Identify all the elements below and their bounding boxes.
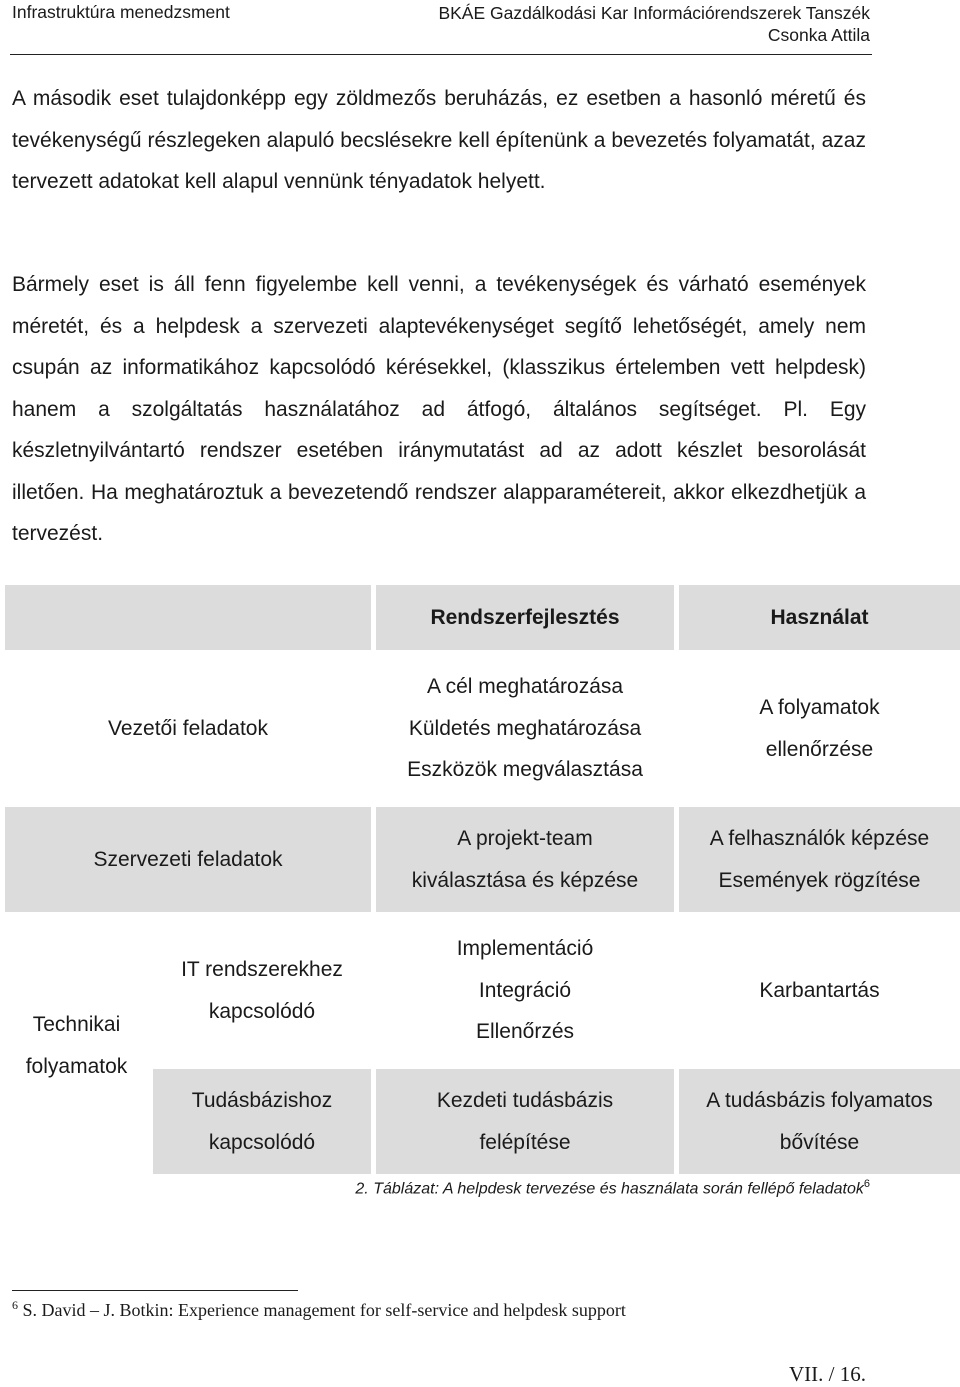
caption-footnote-ref: 6	[863, 1178, 870, 1190]
header-department: BKÁE Gazdálkodási Kar Információrendszerek Tanszék	[438, 3, 870, 23]
paragraph-considerations: Bármely eset is áll fenn figyelembe kell venni, a tevékenységek és várható események méretét, és a helpdesk a szervezeti alaptevékenységet segítő lehetőségét, amely nem csupán az informatikához kapcsolódó kérésekkel, (klasszikus értelemben vett helpdesk) hanem a szolgáltatás használatához ad átfogó, általános segítséget. Pl. Egy készletnyilvántartó rendszer esetében iránymutatást ad az adott készlet besorolását illetően. Ha meghatároztuk a bevezetendő rendszer alapparamétereit, akkor elkezdhetjük a tervezést.	[12, 273, 866, 545]
subrow-label-knowledge-base: Tudásbázishoz kapcsolódó	[151, 1067, 374, 1177]
row-label-organization: Szervezeti feladatok	[3, 805, 374, 915]
cell-organization-usage: A felhasználók képzése Események rögzítése	[677, 805, 960, 915]
cell-it-usage: Karbantartás	[677, 915, 960, 1067]
corner-cell	[3, 583, 374, 653]
header-rule	[10, 54, 872, 55]
cell-it-development: Implementáció Integráció Ellenőrzés	[374, 915, 677, 1067]
row-label-management: Vezetői feladatok	[3, 653, 374, 805]
table-caption: 2. Táblázat: A helpdesk tervezése és használata során fellépő feladatok$^6$	[355, 1178, 870, 1198]
cell-kb-usage: A tudásbázis folyamatos bővítése	[677, 1067, 960, 1177]
cell-management-usage: A folyamatok ellenőrzése	[677, 653, 960, 805]
cell-kb-development: Kezdeti tudásbázis felépítése	[374, 1067, 677, 1177]
footnote	[12, 1298, 626, 1321]
subrow-label-it-systems: IT rendszerekhez kapcsolódó	[151, 915, 374, 1067]
page-number: VII. / 16.	[789, 1362, 866, 1386]
helpdesk-tasks-table	[0, 580, 960, 1179]
cell-organization-development: A projekt-team kiválasztása és képzése	[374, 805, 677, 915]
footnote-mark: 6	[12, 1298, 18, 1312]
footnote-text: S. David – J. Botkin: Experience management for self-service and helpdesk support	[18, 1300, 626, 1320]
footnote-rule	[12, 1290, 298, 1291]
header-institution	[438, 2, 870, 46]
column-header-development: Rendszerfejlesztés	[374, 583, 677, 653]
row-label-technical: Technikai folyamatok	[3, 915, 151, 1177]
page-header	[0, 0, 960, 56]
paragraph-greenfield: A második eset tulajdonképp egy zöldmezős beruházás, ez esetben a hasonló méretű és tevékenységű részlegeken alapuló becslésekre kell építenünk a bevezetés folyamatát, azaz tervezett adatokat kell alapul vennünk tényadatok helyett.	[12, 87, 866, 193]
header-course-title: Infrastruktúra menedzsment	[12, 2, 230, 22]
cell-management-development: A cél meghatározása Küldetés meghatározása Eszközök megválasztása	[374, 653, 677, 805]
column-header-usage: Használat	[677, 583, 960, 653]
header-author: Csonka Attila	[767, 25, 870, 45]
